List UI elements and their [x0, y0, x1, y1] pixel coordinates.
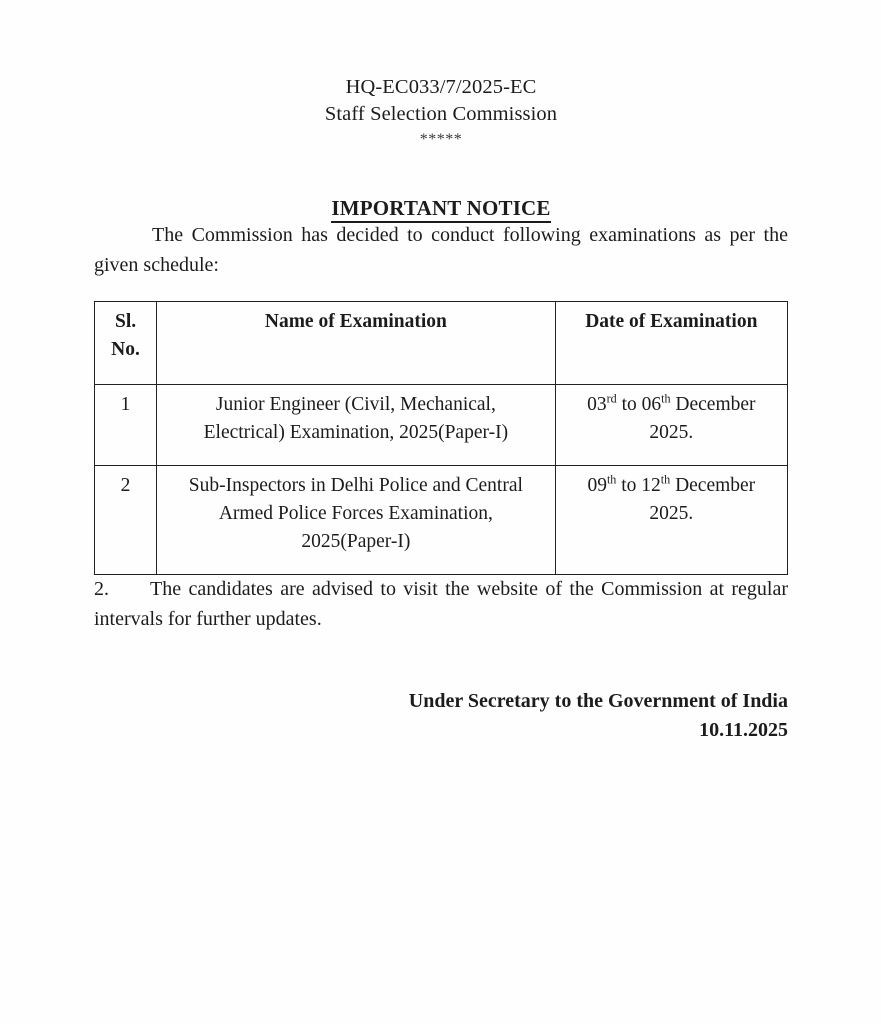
- column-header-exam-date: Date of Examination: [555, 302, 787, 385]
- cell-exam-date: [555, 466, 787, 575]
- date-day-to: 06: [641, 394, 662, 416]
- cell-sl-no: 1: [95, 385, 157, 466]
- date-year: 2025.: [649, 503, 694, 525]
- date-month: December: [670, 475, 756, 497]
- cell-exam-date: [555, 385, 787, 466]
- document-body: [94, 221, 788, 634]
- exam-name-line: Electrical) Examination, 2025(Paper-I): [203, 422, 509, 444]
- document-header: [0, 0, 882, 150]
- date-connector: to: [616, 475, 642, 497]
- date-connector: to: [616, 394, 642, 416]
- signature-date: 10.11.2025: [699, 718, 788, 741]
- signatory-designation: Under Secretary to the Government of India: [408, 689, 788, 712]
- column-header-exam-name: Name of Examination: [157, 302, 556, 385]
- exam-name-line: Armed Police Forces Examination,: [218, 503, 493, 525]
- cell-exam-name: [157, 385, 556, 466]
- star-separator: *****: [419, 131, 463, 149]
- date-day-to-suffix: th: [660, 472, 671, 487]
- examination-schedule-table: [94, 301, 788, 575]
- exam-name-line: 2025(Paper-I): [301, 530, 411, 552]
- organization-name: Staff Selection Commission: [324, 103, 558, 126]
- page-title-text: IMPORTANT NOTICE: [331, 196, 550, 223]
- table-row: [95, 385, 788, 466]
- column-header-sl-no: [95, 302, 157, 385]
- date-day-to-suffix: th: [661, 391, 671, 406]
- page-title: [0, 196, 882, 221]
- table-body: [95, 385, 788, 575]
- date-day-from-suffix: th: [606, 472, 617, 487]
- table-header: [95, 302, 788, 385]
- closing-paragraph-number: 2.: [94, 578, 109, 601]
- date-day-from: 09: [587, 475, 607, 497]
- date-day-to: 12: [641, 475, 661, 497]
- closing-paragraph: [94, 575, 788, 634]
- closing-paragraph-text: The candidates are advised to visit the website of the Commission at regular intervals for further updates.: [94, 578, 788, 630]
- column-header-sl-no-line2: No.: [111, 339, 140, 361]
- date-year: 2025.: [649, 422, 694, 444]
- date-month: December: [670, 394, 756, 416]
- reference-number: HQ-EC033/7/2025-EC: [345, 76, 537, 98]
- cell-sl-no: 2: [95, 466, 157, 575]
- exam-name-line: Junior Engineer (Civil, Mechanical,: [215, 394, 496, 416]
- table-header-row: [95, 302, 788, 385]
- table-row: [95, 466, 788, 575]
- cell-exam-name: [157, 466, 556, 575]
- exam-name-line: Sub-Inspectors in Delhi Police and Central: [188, 475, 523, 497]
- intro-paragraph: The Commission has decided to conduct following examinations as per the given schedule:: [94, 224, 788, 276]
- date-day-from: 03: [587, 394, 607, 416]
- date-day-from-suffix: rd: [606, 391, 617, 406]
- column-header-sl-no-line1: Sl.: [114, 311, 137, 333]
- signature-block: [94, 687, 788, 745]
